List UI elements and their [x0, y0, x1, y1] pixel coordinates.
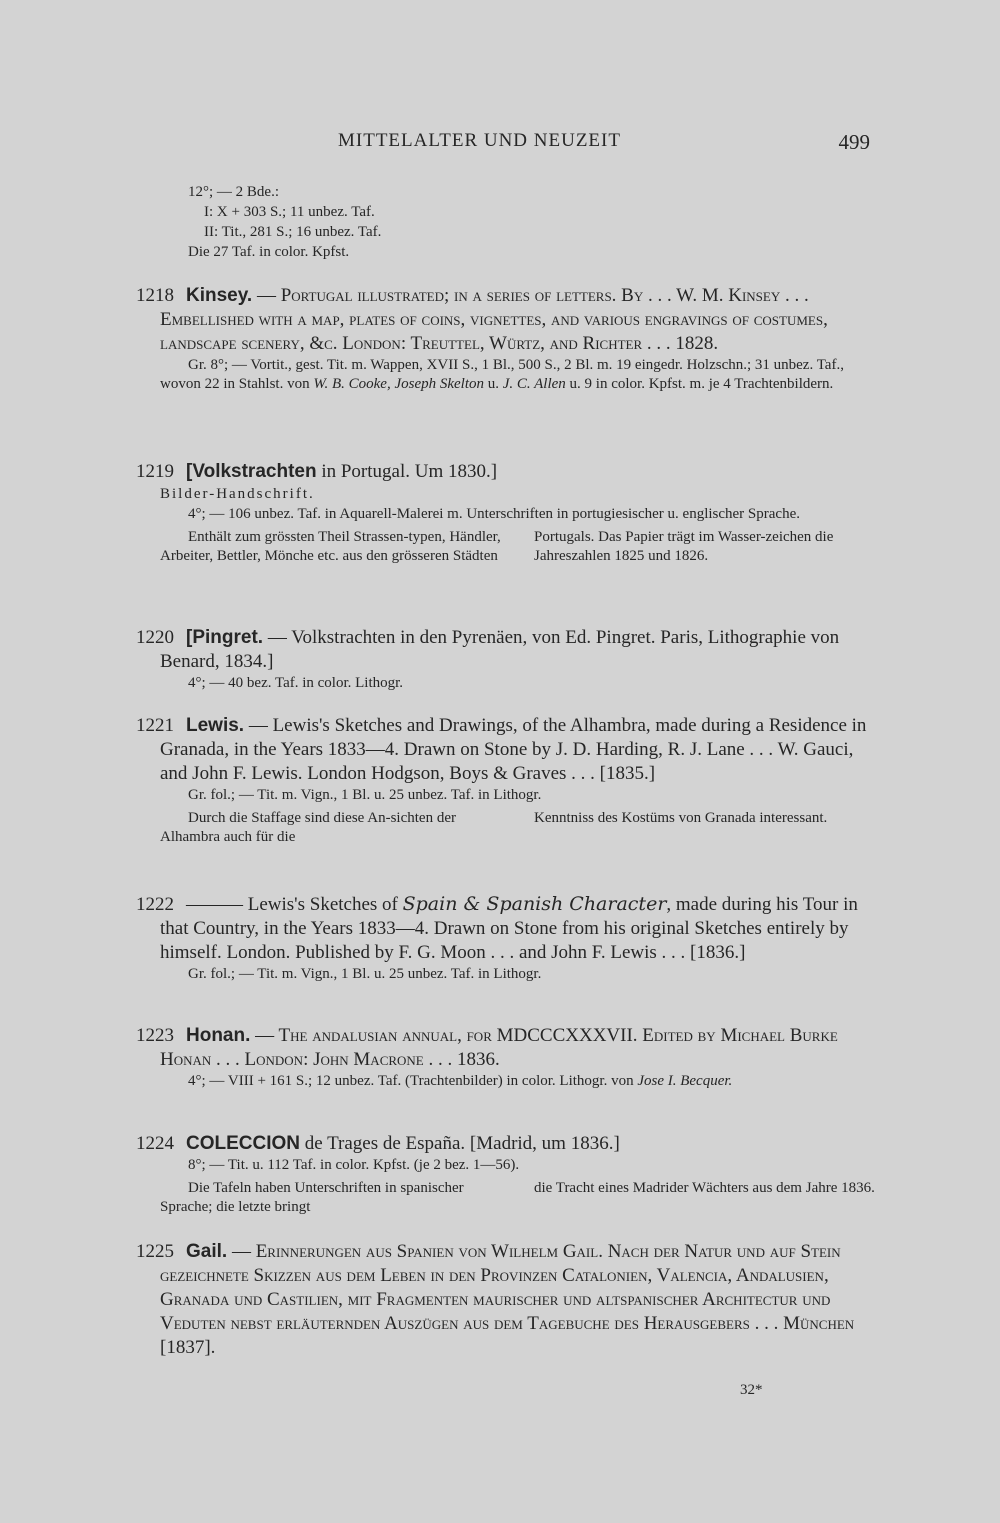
entry-title: — Portugal illustrated; in a series of letters. By . . . W. M. Kinsey . . . Embellished with a map, plates of coins, vignettes, and various engravings of costumes, landscape scenery, &c. London: Treuttel, Würtz, and Richter . . . 1828.	[160, 285, 828, 354]
running-header	[338, 130, 870, 152]
running-title: MITTELALTER UND NEUZEIT	[338, 130, 621, 151]
entry-title: — The andalusian annual, for MDCCCXXXVII. Edited by Michael Burke Honan . . . London: John Macrone . . . 1836.	[160, 1025, 838, 1070]
entry-1218	[136, 284, 878, 394]
entry-number: 1218	[136, 285, 174, 306]
continuation-line: Die 27 Taf. in color. Kpfst.	[188, 244, 350, 260]
entry-1220	[136, 626, 878, 693]
note-column-right: die Tracht eines Madrider Wächters aus dem Jahre 1836.	[534, 1180, 875, 1196]
entry-name: COLECCION	[186, 1133, 300, 1154]
entry-details: 4°; — 106 unbez. Taf. in Aquarell-Malerei m. Unterschriften in portugiesischer u. englischer Sprache.	[188, 506, 800, 522]
entry-1221	[136, 714, 878, 847]
entry-details: Gr. fol.; — Tit. m. Vign., 1 Bl. u. 25 unbez. Taf. in Lithogr.	[188, 787, 542, 803]
entry-notes	[136, 809, 878, 847]
signature-mark: 32*	[740, 1382, 763, 1398]
entry-title: — Erinnerungen aus Spanien von Wilhelm Gail. Nach der Natur und auf Stein gezeichnete Skizzen aus dem Leben in den Provinzen Catalonien, Valencia, Andalusien, Granada und Castilien, mit Fragmenten maurischer und altspanischer Architectur und Veduten nebst erläuternden Auszügen aus dem Tagebuche des Herausgebers . . . München [1837].	[160, 1241, 855, 1358]
entry-title: de Trages de España. [Madrid, um 1836.]	[300, 1133, 620, 1154]
entry-subtitle: Bilder-Handschrift.	[160, 486, 315, 502]
entry-title: , made during his Tour in that Country, in the Years 1833—4. Drawn on Stone from his original Sketches entirely by himself. London. Published by F. G. Moon . . . and John F. Lewis . . . [1836.]	[160, 894, 858, 963]
entry-details: Gr. 8°; — Vortit., gest. Tit. m. Wappen, XVII S., 1 Bl., 500 S., 2 Bl. m. 19 eingedr. Holzschn.; 31 unbez. Taf., wovon 22 in Stahlst. von W. B. Cooke, Joseph Skelton u. J. C. Allen u. 9 in color. Kpfst. m. je 4 Trachtenbildern.	[160, 357, 844, 392]
entry-name: [Volkstrachten	[186, 461, 317, 482]
note-column-left: Durch die Staffage sind diese An-sichten der Alhambra auch für die	[160, 810, 456, 845]
entry-details: 8°; — Tit. u. 112 Taf. in color. Kpfst. (je 2 bez. 1—56).	[188, 1157, 520, 1173]
entry-title: — Lewis's Sketches and Drawings, of the Alhambra, made during a Residence in Granada, in the Years 1833—4. Drawn on Stone by J. D. Harding, R. J. Lane . . . W. Gauci, and John F. Lewis. London Hodgson, Boys & Graves . . . [1835.]	[160, 715, 867, 784]
entry-1219	[136, 460, 878, 566]
entry-number: 1221	[136, 715, 174, 736]
entry-details: Gr. fol.; — Tit. m. Vign., 1 Bl. u. 25 unbez. Taf. in Lithogr.	[188, 966, 542, 982]
entry-1222: 1222 ——— Lewis's Sketches of Spain & Spanish Character, made during his Tour in that Country, in the Years 1833—4. Drawn on Stone from his original Sketches entirely by himself. London. Published by F. G. Moon . . . and John F. Lewis . . . [1836.] Gr. fol.; — Tit. m. Vign., 1 Bl. u. 25 unbez. Taf. in Lithogr.	[136, 892, 878, 984]
note-column-right: Kenntniss des Kostüms von Granada interessant.	[534, 810, 828, 826]
continuation-line: I: X + 303 S.; 11 unbez. Taf.	[204, 204, 375, 220]
entry-notes	[136, 1179, 878, 1217]
entry-name: Gail.	[186, 1241, 228, 1262]
note-column-left: Die Tafeln haben Unterschriften in spanischer Sprache; die letzte bringt	[160, 1180, 464, 1215]
entry-notes	[136, 528, 878, 566]
entry-name: Honan.	[186, 1025, 251, 1046]
entry-1223	[136, 1024, 878, 1091]
entry-dash: ———	[186, 894, 243, 915]
entry-name: Kinsey.	[186, 285, 253, 306]
note-column-right: Portugals. Das Papier trägt im Wasser-zeichen die Jahreszahlen 1825 und 1826.	[534, 529, 834, 564]
note-column-left: Enthält zum grössten Theil Strassen-typen, Händler, Arbeiter, Bettler, Mönche etc. aus den grösseren Städten	[160, 529, 501, 564]
entry-number: 1220	[136, 627, 174, 648]
page-number: 499	[838, 130, 870, 154]
entry-number: 1222	[136, 894, 174, 915]
continuation-line: II: Tit., 281 S.; 16 unbez. Taf.	[204, 224, 382, 240]
entry-number: 1223	[136, 1025, 174, 1046]
continuation-line: 12°; — 2 Bde.:	[188, 184, 279, 200]
entry-title-blackletter: Spain & Spanish Character	[402, 893, 667, 915]
entry-name: Lewis.	[186, 715, 245, 736]
entry-details: 4°; — VIII + 161 S.; 12 unbez. Taf. (Trachtenbilder) in color. Lithogr. von Jose I. Becquer.	[188, 1073, 733, 1089]
entry-details: 4°; — 40 bez. Taf. in color. Lithogr.	[188, 675, 404, 691]
entry-name: [Pingret.	[186, 627, 264, 648]
entry-number: 1225	[136, 1241, 174, 1262]
continuation-block	[188, 182, 381, 262]
entry-title: in Portugal. Um 1830.]	[316, 461, 498, 482]
entry-number: 1224	[136, 1133, 174, 1154]
entry-1224	[136, 1132, 878, 1217]
entry-1225	[136, 1240, 878, 1360]
entry-number: 1219	[136, 461, 174, 482]
entry-title: — Volkstrachten in den Pyrenäen, von Ed. Pingret. Paris, Lithographie von Benard, 1834.]	[160, 627, 840, 672]
